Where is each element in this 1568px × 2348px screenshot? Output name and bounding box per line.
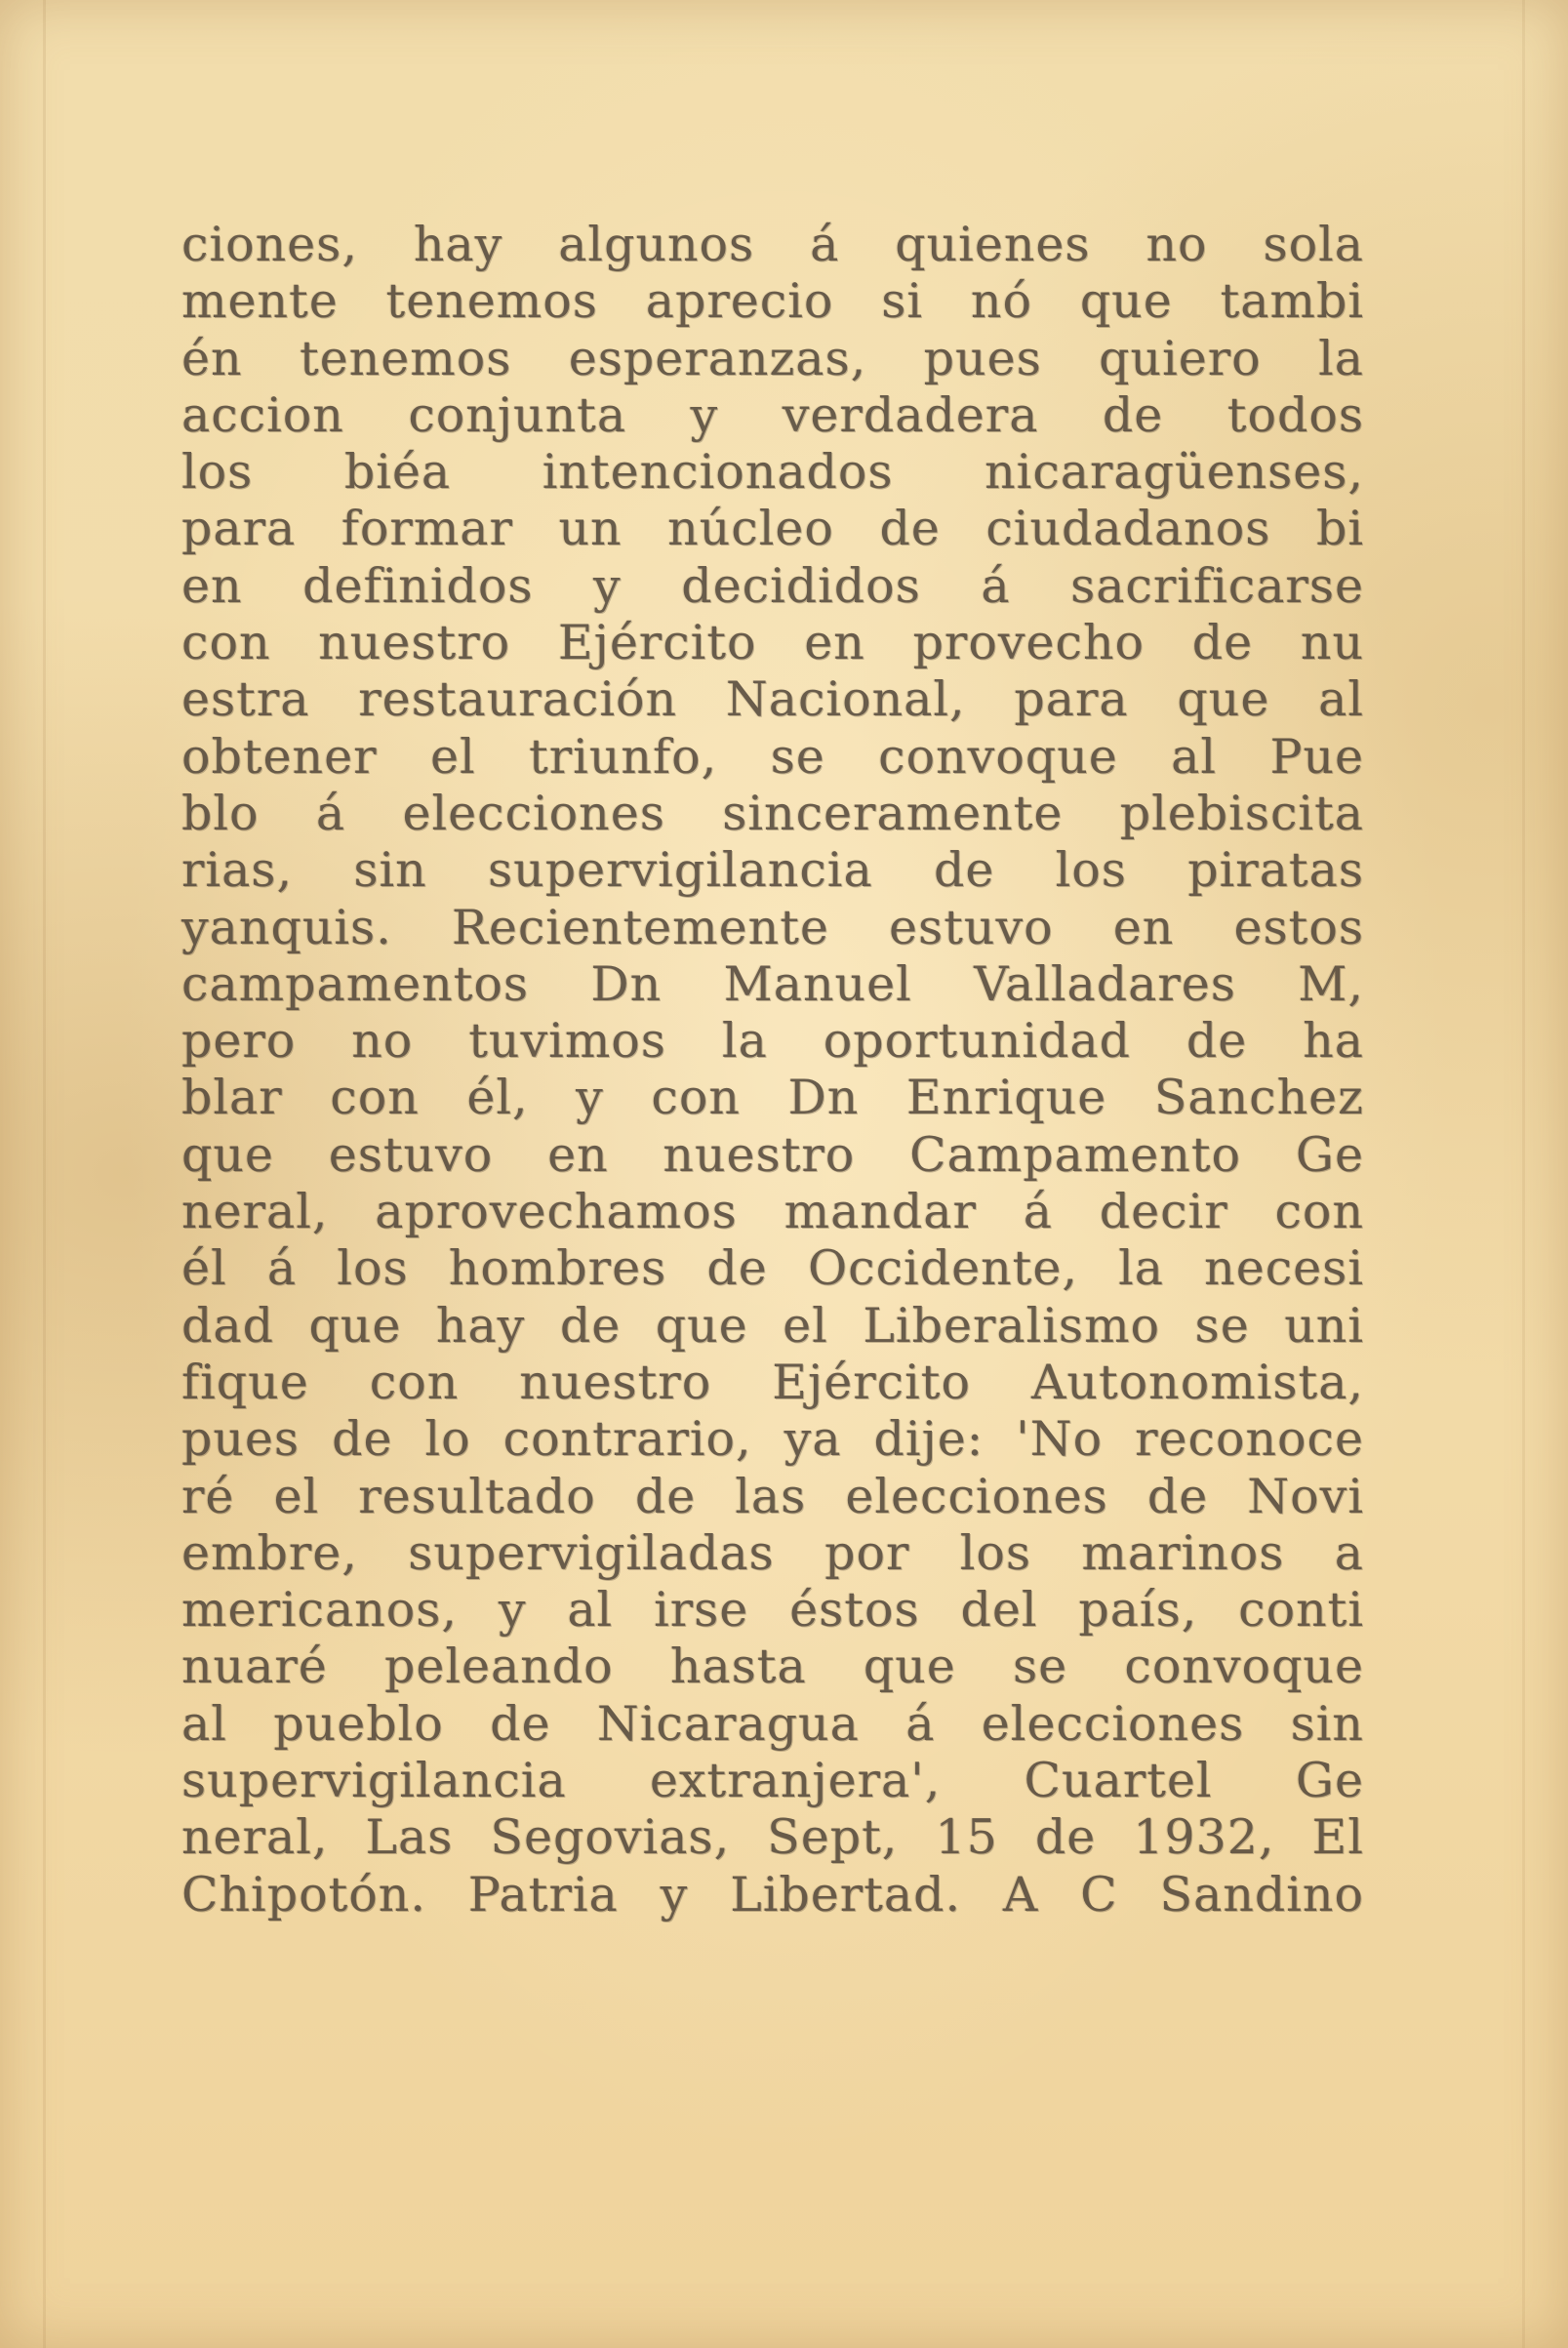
text-line: fique con nuestro Ejército Autonomista, — [181, 1354, 1364, 1410]
text-line: supervigilancia extranjera', Cuartel Ge — [181, 1753, 1364, 1809]
text-line: obtener el triunfo, se convoque al Pue — [181, 728, 1364, 785]
printed-text-block — [181, 217, 1364, 1923]
paper-fold-left — [43, 0, 46, 2348]
text-line: mente tenemos aprecio si nó que tambi — [181, 273, 1364, 330]
text-line: accion conjunta y verdadera de todos — [181, 386, 1364, 443]
text-line: nuaré peleando hasta que se convoque — [181, 1639, 1364, 1695]
text-line: blar con él, y con Dn Enrique Sanchez — [181, 1070, 1364, 1126]
text-line: pues de lo contrario, ya dije: 'No reconoce — [181, 1411, 1364, 1468]
text-line: en definidos y decididos á sacrificarse — [181, 557, 1364, 614]
text-line: ciones, hay algunos á quienes no sola — [181, 217, 1364, 272]
text-line: él á los hombres de Occidente, la necesi — [181, 1240, 1364, 1297]
text-line: yanquis. Recientemente estuvo en estos — [181, 899, 1364, 955]
text-line: dad que hay de que el Liberalismo se uni — [181, 1297, 1364, 1354]
text-line: campamentos Dn Manuel Valladares M, — [181, 955, 1364, 1012]
text-line-signature: Chipotón. Patria y Libertad. A C Sandino — [181, 1866, 1364, 1923]
text-line: neral, aprovechamos mandar á decir con — [181, 1184, 1364, 1240]
text-line: al pueblo de Nicaragua á elecciones sin — [181, 1695, 1364, 1752]
text-line: embre, supervigiladas por los marinos a — [181, 1524, 1364, 1581]
text-line: para formar un núcleo de ciudadanos bi — [181, 501, 1364, 557]
text-line: én tenemos esperanzas, pues quiero la — [181, 330, 1364, 386]
text-line: que estuvo en nuestro Campamento Ge — [181, 1126, 1364, 1183]
text-line: rias, sin supervigilancia de los piratas — [181, 842, 1364, 899]
text-line: pero no tuvimos la oportunidad de ha — [181, 1013, 1364, 1070]
text-line: mericanos, y al irse éstos del país, conti — [181, 1582, 1364, 1639]
text-line: estra restauración Nacional, para que al — [181, 671, 1364, 728]
text-line: con nuestro Ejército en provecho de nu — [181, 615, 1364, 671]
text-line: ré el resultado de las elecciones de Novi — [181, 1468, 1364, 1524]
paper-fold-right — [1522, 0, 1525, 2348]
text-line: los biéa intencionados nicaragüenses, — [181, 444, 1364, 501]
text-line: blo á elecciones sinceramente plebiscita — [181, 785, 1364, 841]
text-line: neral, Las Segovias, Sept, 15 de 1932, El — [181, 1809, 1364, 1866]
